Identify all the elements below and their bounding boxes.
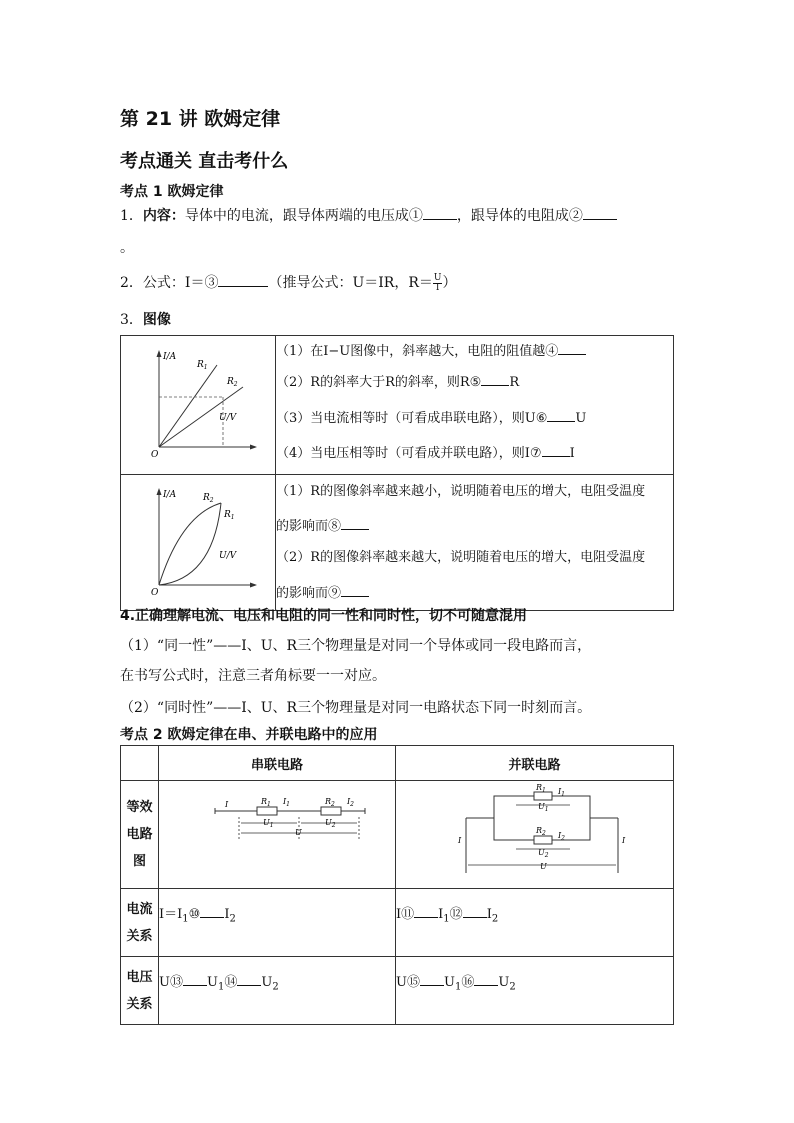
svg-text:U/V: U/V: [219, 413, 237, 424]
graph1-notes: （1）在I−U图像中，斜率越大，电阻的阻值越④ （2）R的斜率大于R的斜率，则R⑤ R （3）当电流相等时（可看成串联电路），则U⑥ U （4）当电压相等时（可看成并联电路），则I⑦ I: [276, 336, 674, 475]
svg-text:U: U: [295, 828, 302, 837]
row-label-circuit: 等效 电路 图: [121, 781, 159, 889]
svg-text:R1: $R_1$: [197, 360, 208, 372]
item4-p1b: 在书写公式时，注意三者角标要一一对应。: [120, 668, 386, 684]
svg-text:I2: $I_2$: [558, 831, 565, 842]
section-title: 考点通关 直击考什么: [120, 151, 289, 172]
svg-text:U: U: [540, 862, 547, 871]
parallel-voltage: U⑮ $U_1⑯$ $U_2$: [396, 957, 674, 1025]
kp1-heading: 考点 1 欧姆定律: [120, 184, 224, 200]
svg-text:I/A: I/A: [163, 352, 177, 363]
svg-text:U2: $U_2$: [538, 848, 549, 859]
svg-text:O: O: [151, 587, 159, 598]
iu-graph-linear: [121, 337, 275, 468]
item2-formula: 2．公式：I＝③ （推导公式：U＝IR，R＝ $\frac{U}{I}$ ）: [120, 272, 457, 293]
series-current: $I=I_1⑩$ $I_2$: [159, 889, 396, 957]
item3: 3．图像: [120, 312, 171, 328]
parallel-circuit-diagram: [396, 781, 673, 884]
lecture-title: 第 21 讲 欧姆定律: [120, 108, 281, 130]
svg-text:U2: $U_2$: [325, 818, 336, 829]
svg-text:I: I: [622, 836, 626, 845]
svg-text:U1: $U_1$: [538, 802, 549, 813]
svg-text:R1: $R_1$: [536, 783, 546, 794]
row-label-voltage: 电压 关系: [121, 957, 159, 1025]
item4-heading: 4.正确理解电流、电压和电阻的同一性和同时性，切不可随意混用: [120, 608, 528, 624]
parallel-circuit-cell: [396, 781, 674, 889]
svg-text:R2: $R_2$: [203, 492, 214, 504]
svg-text:R2: $R_2$: [325, 797, 335, 808]
series-circuit-cell: [159, 781, 396, 889]
item1: 1．内容：导体中的电流，跟导体两端的电压成① ，跟导体的电阻成②: [120, 206, 617, 226]
graph1-cell: [121, 336, 276, 475]
svg-text:R1: $R_1$: [224, 509, 235, 521]
graph-table: [120, 335, 674, 611]
svg-text:U/V: U/V: [219, 550, 237, 561]
item4-p1a: （1）“同一性”——I、U、R三个物理量是对同一个导体或同一段电路而言，: [120, 638, 592, 654]
svg-text:I1: $I_1$: [283, 797, 290, 808]
col-series: 串联电路: [159, 746, 396, 781]
svg-text:I1: $I_1$: [558, 787, 565, 798]
graph2-notes: （1）R的图像斜率越来越小，说明随着电压的增大，电阻受温度 的影响而⑧ （2）R的图像斜率越来越大，说明随着电压的增大，电阻受温度 的影响而⑨: [276, 474, 674, 610]
svg-text:I2: $I_2$: [347, 797, 354, 808]
kp2-heading: 考点 2 欧姆定律在串、并联电路中的应用: [120, 727, 378, 743]
row-label-current: 电流 关系: [121, 889, 159, 957]
item1-end: 。: [120, 240, 134, 256]
svg-text:O: O: [151, 450, 159, 461]
svg-text:R2: $R_2$: [227, 377, 238, 389]
iu-graph-nonlinear: [121, 475, 275, 606]
svg-text:I: I: [458, 836, 462, 845]
fraction-u-over-i: $\frac{U}{I}$: [433, 272, 442, 293]
circuit-table: [120, 745, 674, 1025]
col-parallel: 并联电路: [396, 746, 674, 781]
svg-text:R2: $R_2$: [536, 826, 546, 837]
svg-text:U1: $U_1$: [263, 818, 274, 829]
series-circuit-diagram: [159, 781, 395, 884]
svg-text:I/A: I/A: [163, 489, 177, 500]
svg-text:R1: $R_1$: [261, 797, 271, 808]
svg-text:I: I: [225, 800, 229, 809]
item4-p2: （2）“同时性”——I、U、R三个物理量是对同一电路状态下同一时刻而言。: [120, 700, 592, 716]
series-voltage: U⑬ $U_1⑭$ $U_2$: [159, 957, 396, 1025]
graph2-cell: [121, 474, 276, 610]
parallel-current: I⑪ $I_1⑫$ $I_2$: [396, 889, 674, 957]
